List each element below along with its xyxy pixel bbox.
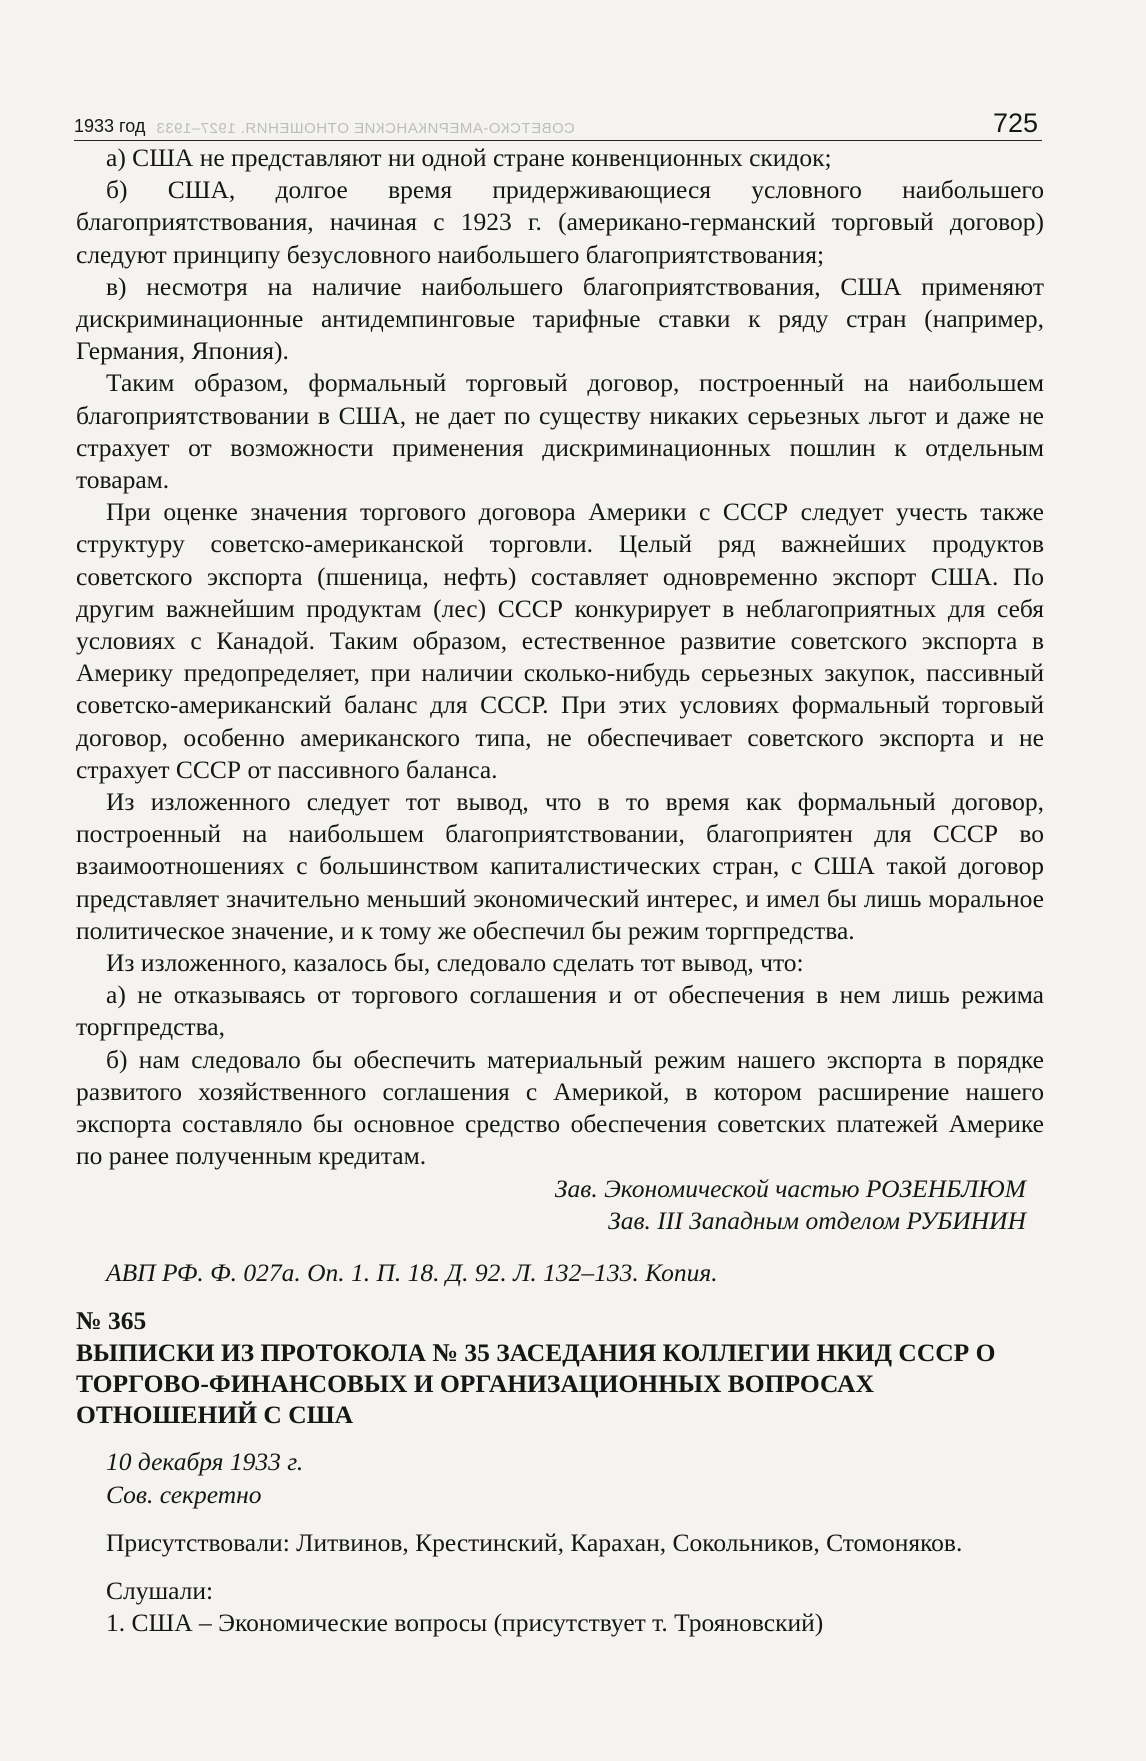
document-title: ВЫПИСКИ ИЗ ПРОТОКОЛА № 35 ЗАСЕДАНИЯ КОЛЛЕГИИ НКИД СССР О ТОРГОВО-ФИНАНСОВЫХ И ОРГАНИЗАЦИОННЫХ ВОПРОСАХ ОТНОШЕНИЙ С США [76,1338,996,1430]
archive-source: АВП РФ. Ф. 027а. Оп. 1. П. 18. Д. 92. Л. 132–133. Копия. [106,1257,718,1287]
paragraph-b: б) США, долгое время придерживающиеся условного наибольшего благоприятствования, начиная с 1923 г. (американо-германский торговый договор) следуют принципу безусловного наибольшего благоприятствования; [76,175,1044,269]
paragraph-c: в) несмотря на наличие наибольшего благоприятствования, США применяют дискриминационные антидемпинговые тарифные ставки к ряду стран (например, Германия, Япония). [76,271,1044,366]
heard-item: 1. США – Экономические вопросы (присутствует т. Трояновский) [106,1608,824,1638]
signature-rozenblum: Зав. Экономической частью РОЗЕНБЛЮМ [554,1173,1026,1203]
paragraph-trade-structure: При оценке значения торгового договора Америки с СССР следует учесть также структуру советско-американской торговли. Целый ряд важнейших продуктов советского экспорта (пшеница, нефть) составляет одновременно экспорт США. По другим важнейшим продуктам (лес) СССР конкурирует в неблагоприятных для себя условиях с Канадой. Таким образом, естественное развитие советского экспорта в Америку предопределяет, при наличии сколько-нибудь серьезных закупок, пассивный советско-американский баланс для СССР. При этих условиях формальный торговый договор, особенно американского типа, не обеспечивает советского экспорта и не страхует СССР от пассивного баланса. [76,497,1044,784]
signature-rubinin: Зав. III Западным отделом РУБИНИН [608,1205,1026,1235]
attendees: Присутствовали: Литвинов, Крестинский, Карахан, Сокольников, Стомоняков. [106,1527,963,1557]
page-number: 725 [992,108,1038,138]
page-body [76,142,1044,1639]
paragraph-conclusion: Таким образом, формальный торговый договор, построенный на наибольшем благоприятствовании в США, не дает по существу никаких серьезных льгот и даже не страхует от возможности применения дискриминационных пошлин к отдельным товарам. [76,368,1044,495]
document-number: № 365 [76,1306,147,1336]
document-classification: Сов. секретно [106,1479,262,1509]
page-header [74,106,1042,141]
heard-label: Слушали: [106,1575,214,1605]
header-year: 1933 год [74,116,146,136]
paragraph-a: а) США не представляют ни одной стране конвенционных скидок; [106,143,832,172]
paragraph-inference: Из изложенного следует тот вывод, что в то время как формальный договор, построенный на наибольшем благоприятствовании, благоприятен для СССР во взаимоотношениях с большинством капиталистических стран, с США такой договор представляет значительно меньший экономический интерес, и имел бы лишь моральное политическое значение, и к тому же обеспечил бы режим торгпредства. [76,787,1044,945]
paragraph-conclusion-intro: Из изложенного, казалось бы, следовало сделать тот вывод, что: [106,948,804,978]
document-date: 10 декабря 1933 г. [106,1447,304,1477]
paragraph-point-b: б) нам следовало бы обеспечить материальный режим нашего экспорта в порядке развитого хозяйственного соглашения с Америкой, в котором расширение нашего экспорта составляло бы основное средство обеспечения советских платежей Америке по ранее полученным кредитам. [76,1044,1044,1171]
running-title-bleed-through: СОВЕТСКО-АМЕРИКАНСКИЕ ОТНОШЕНИЯ. 1927–1933 [156,120,575,137]
paragraph-point-a: а) не отказываясь от торгового соглашения и от обеспечения в нем лишь режима торгпредства, [76,980,1044,1042]
